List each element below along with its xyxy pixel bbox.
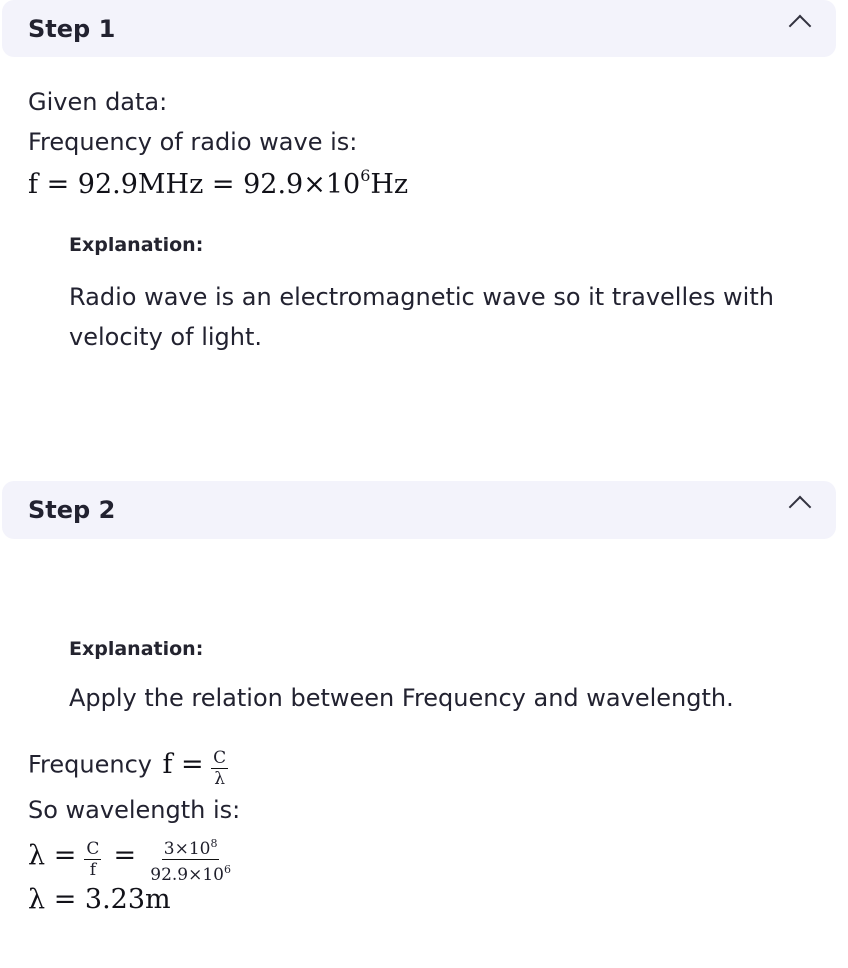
frequency-equation bbox=[28, 166, 408, 200]
chevron-up-icon[interactable] bbox=[789, 496, 812, 519]
step-1-header[interactable] bbox=[2, 0, 836, 57]
denominator-exponent: 6 bbox=[223, 863, 231, 876]
c-over-lambda-fraction bbox=[211, 748, 228, 789]
numeric-fraction bbox=[148, 834, 233, 885]
fraction-denominator: λ bbox=[214, 769, 225, 789]
fraction-numerator bbox=[162, 834, 220, 860]
step-1-explanation-text: Radio wave is an electromagnetic wave so it travelles with velocity of light. bbox=[69, 283, 774, 351]
frequency-relation bbox=[28, 748, 231, 789]
denominator-base: 92.9×10 bbox=[150, 865, 224, 885]
numerator-exponent: 8 bbox=[210, 837, 218, 850]
step-1-title: Step 1 bbox=[28, 14, 116, 43]
fraction-denominator: f bbox=[89, 860, 97, 880]
step-2-title: Step 2 bbox=[28, 496, 116, 524]
frequency-relation-lhs: f = bbox=[162, 748, 204, 780]
c-over-f-fraction bbox=[84, 839, 101, 880]
equals-sign: = bbox=[113, 840, 137, 871]
frequency-equation-lhs: f = 92.9MHz = 92.9×10 bbox=[28, 169, 361, 200]
step-2-explanation-label: Explanation: bbox=[69, 638, 204, 660]
fraction-denominator bbox=[148, 860, 233, 885]
numerator-base: 3×10 bbox=[163, 839, 211, 859]
frequency-unit: Hz bbox=[370, 169, 409, 200]
frequency-word: Frequency bbox=[28, 750, 152, 779]
step-1-explanation-label: Explanation: bbox=[69, 234, 204, 256]
so-wavelength-text: So wavelength is: bbox=[28, 796, 241, 824]
chevron-up-icon[interactable] bbox=[789, 14, 812, 37]
lambda-lhs: λ = bbox=[28, 840, 77, 871]
wavelength-equation bbox=[28, 834, 236, 885]
fraction-numerator: C bbox=[213, 748, 227, 768]
given-data-label: Given data: bbox=[28, 88, 168, 116]
frequency-exponent: 6 bbox=[360, 166, 371, 185]
frequency-intro: Frequency of radio wave is: bbox=[28, 128, 358, 156]
step-2-header[interactable] bbox=[2, 481, 836, 539]
fraction-numerator: C bbox=[86, 839, 100, 859]
step-2-explanation-text: Apply the relation between Frequency and wavelength. bbox=[69, 684, 734, 712]
wavelength-result: λ = 3.23m bbox=[28, 884, 171, 915]
